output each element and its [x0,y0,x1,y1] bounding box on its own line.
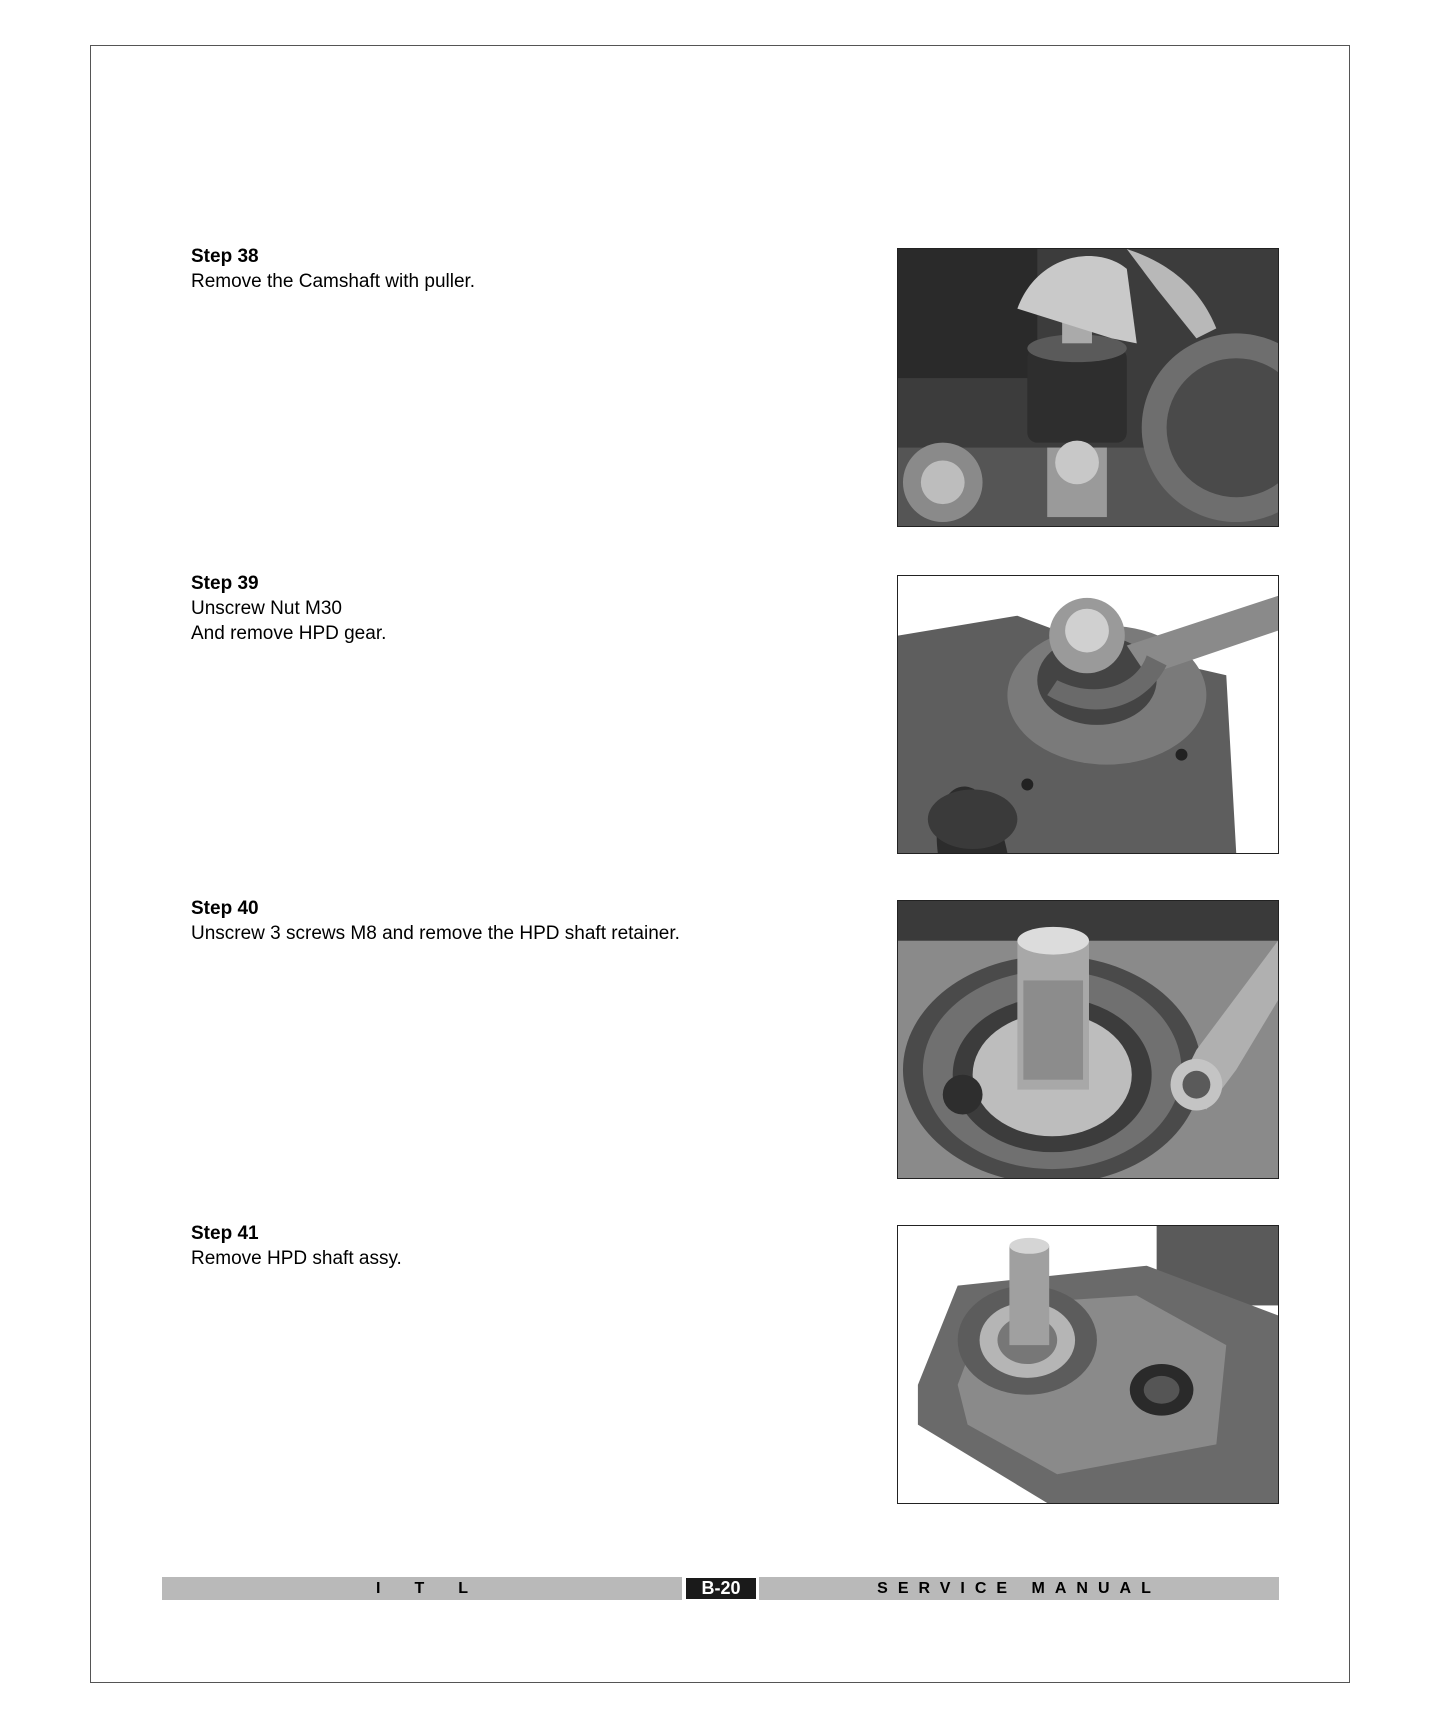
step-title: Step 40 [191,898,259,919]
step-41 [191,1221,831,1271]
step-instruction: And remove HPD gear. [191,623,387,644]
step-instruction: Unscrew 3 screws M8 and remove the HPD shaft retainer. [191,923,680,944]
step-title: Step 39 [191,573,259,594]
page-number: B-20 [686,1578,756,1599]
step-instruction: Remove the Camshaft with puller. [191,271,476,292]
step-title: Step 41 [191,1223,259,1244]
step-38 [191,244,831,294]
spanner-on-nut-photo [897,575,1279,854]
footer-brand: ITL [376,1580,502,1597]
step-40 [191,896,831,946]
hpd-shaft-assy-photo [897,1225,1279,1504]
step-39 [191,571,831,646]
step-instruction: Unscrew Nut M30 [191,598,342,619]
camshaft-puller-photo [897,248,1279,527]
step-instruction: Remove HPD shaft assy. [191,1248,402,1269]
footer-manual-title: SERVICE MANUAL [877,1580,1161,1597]
page-footer [162,1577,1279,1600]
step-title: Step 38 [191,246,259,267]
shaft-retainer-photo [897,900,1279,1179]
